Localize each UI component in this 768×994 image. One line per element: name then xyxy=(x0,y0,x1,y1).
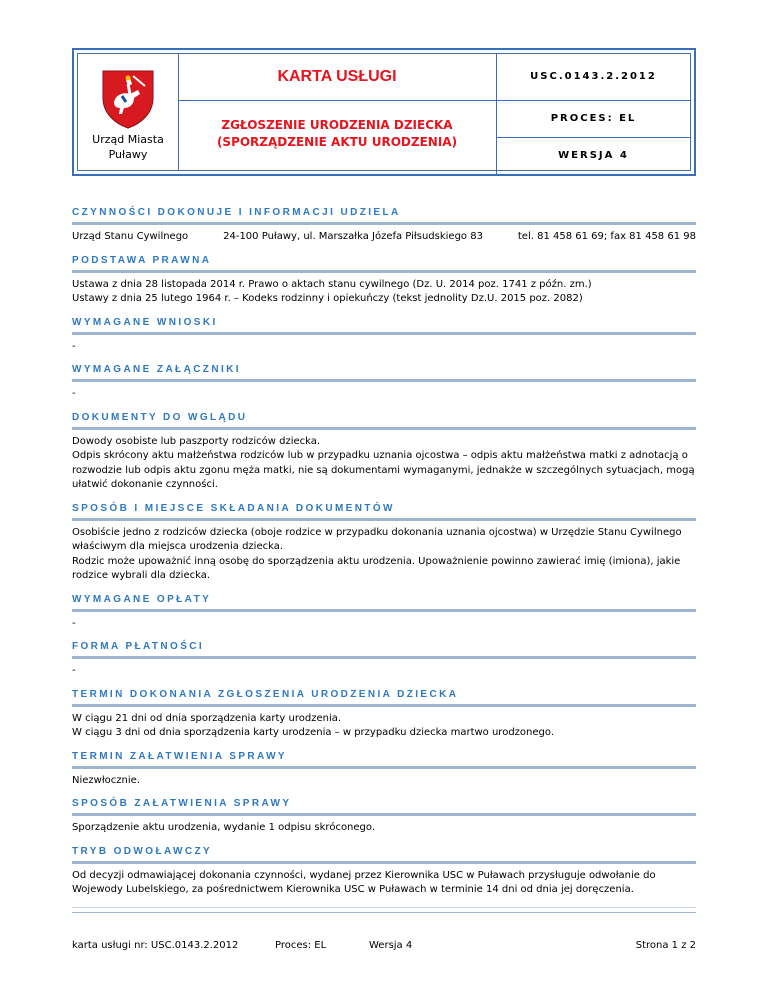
section-title-platnosc: FORMA PŁATNOŚCI xyxy=(72,631,696,659)
section-title-sposob-skladania: SPOSÓB I MIEJSCE SKŁADANIA DOKUMENTÓW xyxy=(72,493,696,521)
logo-text xyxy=(78,132,178,162)
section-body-sposob-skladania xyxy=(72,526,696,584)
section-body-dokumenty xyxy=(72,435,696,493)
section-body-platnosc: - xyxy=(72,665,76,676)
logo-cell xyxy=(78,54,179,170)
deadline-line: W ciągu 21 dni od dnia sporządzenia karty urodzenia. xyxy=(72,712,342,724)
footer-divider xyxy=(72,907,696,908)
legal-basis-line: Ustawy z dnia 25 lutego 1964 r. – Kodeks rodzinny i opiekuńczy (tekst jednolity Dz.U. 2015 poz. 2082) xyxy=(72,293,583,304)
section-title-zalaczniki: WYMAGANE ZAŁĄCZNIKI xyxy=(72,354,696,382)
logo-text-line1: Urząd Miasta xyxy=(92,133,164,146)
proces-cell xyxy=(497,101,690,138)
section-title-podstawa: PODSTAWA PRAWNA xyxy=(72,245,696,273)
title-cell xyxy=(178,54,497,101)
section-body-termin-zalatwienia: Niezwłocznie. xyxy=(72,774,140,786)
section-title-tryb: TRYB ODWOŁAWCZY xyxy=(72,836,696,864)
office-address: 24-100 Puławy, ul. Marszałka Józefa Piłsudskiego 83 xyxy=(223,231,483,242)
subtitle xyxy=(178,117,496,151)
deadline-line: W ciągu 3 dni od dnia sporządzenia karty urodzenia – w przypadku dziecka martwo urodzonego. xyxy=(72,727,554,738)
section-title-wnioski: WYMAGANE WNIOSKI xyxy=(72,307,696,335)
wersja-cell xyxy=(497,138,690,170)
document-body xyxy=(72,197,696,898)
header-box xyxy=(72,48,696,176)
section-body-podstawa xyxy=(72,278,696,307)
header-inner xyxy=(77,53,691,171)
subtitle-cell xyxy=(178,101,497,174)
section-title-czynnosci: CZYNNOŚCI DOKONUJE I INFORMACJI UDZIELA xyxy=(72,197,696,225)
footer-proces: Proces: EL xyxy=(275,940,327,951)
submission-line: Osobiście jedno z rodziców dziecka (oboje rodzice w przypadku dokonania uznania ojcostwa) w Urzędzie Stanu Cywilnego właściwym dla miejsca urodzenia dziecka. xyxy=(72,526,682,552)
office-contact: tel. 81 458 61 69; fax 81 458 61 98 xyxy=(517,231,696,242)
section-title-oplaty: WYMAGANE OPŁATY xyxy=(72,584,696,612)
coat-of-arms-icon xyxy=(100,68,156,130)
footer-page-number: Strona 1 z 2 xyxy=(635,940,696,951)
office-name: Urząd Stanu Cywilnego xyxy=(72,231,189,242)
section-body-czynnosci xyxy=(72,230,696,245)
code-cell xyxy=(497,54,690,101)
section-title-sposob-zalatwienia: SPOSÓB ZAŁATWIENIA SPRAWY xyxy=(72,788,696,816)
footer-card-number: karta usługi nr: USC.0143.2.2012 xyxy=(72,940,239,951)
footer-wersja: Wersja 4 xyxy=(369,940,413,951)
document-code: USC.0143.2.2012 xyxy=(530,71,657,82)
section-title-termin-dokonania: TERMIN DOKONANIA ZGŁOSZENIA URODZENIA DZIECKA xyxy=(72,679,696,707)
section-body-oplaty: - xyxy=(72,617,76,629)
page-footer xyxy=(72,912,696,951)
section-title-termin-zalatwienia: TERMIN ZAŁATWIENIA SPRAWY xyxy=(72,741,696,769)
proces-label: PROCES: EL xyxy=(550,113,637,124)
submission-line: Rodzic może upoważnić inną osobę do sporządzenia aktu urodzenia. Upoważnienie powinno zawierać imię (imiona), jakie rodzice wybrali dla dziecka. xyxy=(72,555,681,581)
section-title-dokumenty: DOKUMENTY DO WGLĄDU xyxy=(72,402,696,430)
section-body-zalaczniki: - xyxy=(72,388,76,399)
wersja-label: WERSJA 4 xyxy=(558,150,629,161)
section-body-tryb: Od decyzji odmawiającej dokonania czynności, wydanej przez Kierownika USC w Puławach przysługuje odwołanie do Wojewody Lubelskiego, za pośrednictwem Kierownika USC w Puławach w terminie 14 dni od dnia jej doręczenia. xyxy=(72,869,656,895)
page-title: KARTA USŁUGI xyxy=(277,68,397,85)
documents-line: Odpis skrócony aktu małżeństwa rodziców lub w przypadku uznania ojcostwa – odpis aktu małżeństwa matki z adnotacją o rozwodzie lub odpis aktu zgonu męża matki, nie są dokumentami wymaganymi, jednakże w szczególnych sytuacjach, mogą ułatwić dokonanie czynności. xyxy=(72,450,695,490)
subtitle-line1: ZGŁOSZENIE URODZENIA DZIECKA xyxy=(221,118,453,132)
logo-text-line2: Puławy xyxy=(108,148,148,161)
section-body-sposob-zalatwienia: Sporządzenie aktu urodzenia, wydanie 1 odpisu skróconego. xyxy=(72,822,376,833)
documents-line: Dowody osobiste lub paszporty rodziców dziecka. xyxy=(72,435,321,447)
section-body-termin-dokonania xyxy=(72,712,696,741)
subtitle-line2: (SPORZĄDZENIE AKTU URODZENIA) xyxy=(216,135,458,149)
legal-basis-line: Ustawa z dnia 28 listopada 2014 r. Prawo o aktach stanu cywilnego (Dz. U. 2014 poz. 1741 z późn. zm.) xyxy=(72,278,592,290)
section-body-wnioski: - xyxy=(72,340,76,352)
